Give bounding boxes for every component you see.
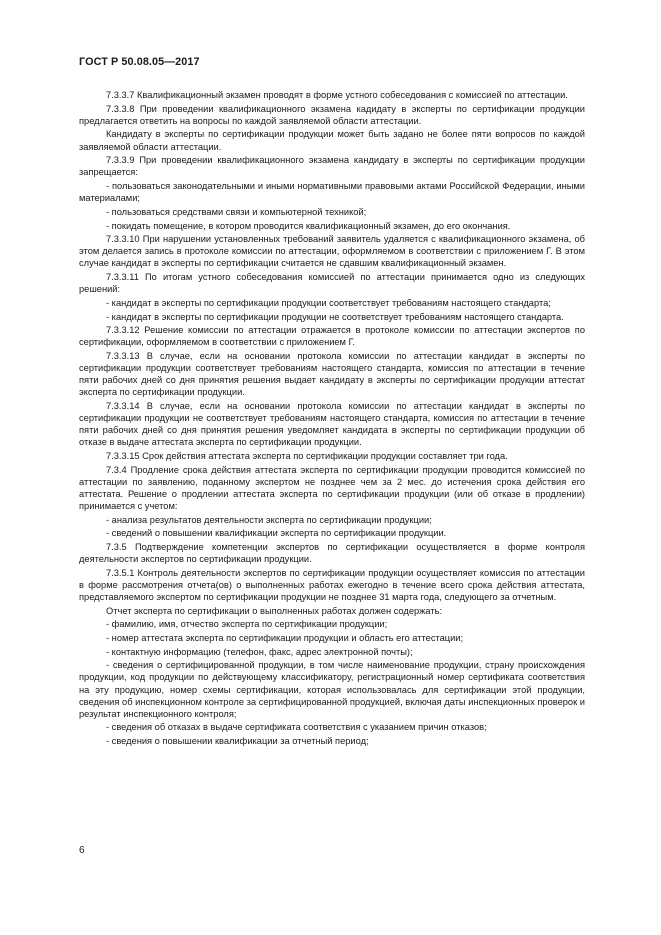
document-body [79,89,585,749]
paragraph: - сведения об отказах в выдаче сертификата соответствия с указанием причин отказов; [106,722,487,733]
paragraph: - сведений о повышении квалификации эксперта по сертификации продукции. [106,528,447,539]
paragraph: - пользоваться законодательными и иными нормативными правовыми актами Российской Федерации, иными материалами; [79,181,585,204]
paragraph: - контактную информацию (телефон, факс, адрес электронной почты); [106,646,413,657]
paragraph: - кандидат в эксперты по сертификации продукции соответствует требованиям настоящего стандарта; [106,297,551,308]
paragraph: 7.3.3.11 По итогам устного собеседования комиссией по аттестации принимается одно из следующих решений: [79,272,585,295]
paragraph: - фамилию, имя, отчество эксперта по сертификации продукции; [106,619,388,630]
page-number: 6 [79,845,85,856]
paragraph: 7.3.5.1 Контроль деятельности экспертов по сертификации продукции осуществляет комиссия по аттестации в форме рассмотрения отчета(ов) о выполненных работах ежегодно в течение всего срока действия аттестата, представляемого экспертом по сертификации продукции не позднее 31 марта года, следующего за отчетным. [79,567,585,602]
paragraph: Отчет эксперта по сертификации о выполненных работах должен содержать: [106,605,443,616]
paragraph: 7.3.3.14 В случае, если на основании протокола комиссии по аттестации кандидат в эксперты по сертификации продукции не соответствует требованиям настоящего стандарта, комиссия по аттестации в течение пяти рабочих дней со дня принятия решения уведомляет кандидата в эксперты по сертификации продукции об отказе в выдаче аттестата эксперта по сертификации продукции. [79,400,585,448]
paragraph: - пользоваться средствами связи и компьютерной техникой; [106,206,367,217]
paragraph: - сведения о повышении квалификации за отчетный период; [106,736,369,747]
paragraph: - номер аттестата эксперта по сертификации продукции и область его аттестации; [106,633,464,643]
paragraph: 7.3.3.15 Срок действия аттестата эксперта по сертификации продукции составляет три года. [106,450,508,461]
paragraph: 7.3.5 Подтверждение компетенции экспертов по сертификации осуществляется в форме контроля деятельности экспертов по сертификации продукции. [79,541,585,565]
paragraph: Кандидату в эксперты по сертификации продукции может быть задано не более пяти вопросов по каждой заявляемой области аттестации. [79,129,585,152]
paragraph: - кандидат в эксперты по сертификации продукции не соответствует требованиям настоящего стандарта. [106,311,564,322]
paragraph: 7.3.4 Продление срока действия аттестата эксперта по сертификации продукции проводится комиссией по аттестации по заявлению, поданному экспертом не позднее чем за 2 мес. до истечения срока действия его аттестата. Решение о продлении аттестата эксперта по сертификации продукции (или об отказе в продлении) принимается с учетом: [79,464,585,511]
paragraph: - анализа результатов деятельности эксперта по сертификации продукции; [106,514,432,525]
paragraph: 7.3.3.10 При нарушении установленных требований заявитель удаляется с квалификационного экзамена, об этом делается запись в протоколе комиссии по аттестации, оформляемом в соответствии с приложением Г. В этом случае кандидат в эксперты по сертификации считается не сдавшим квалификационный экзамен. [79,234,585,269]
paragraph: 7.3.3.12 Решение комиссии по аттестации отражается в протоколе комиссии по аттестации экспертов по сертификации, оформляемом в соответствии с приложением Г. [79,325,585,348]
paragraph: - покидать помещение, в котором проводится квалификационный экзамен, до его окончания. [106,220,511,231]
paragraph: - сведения о сертифицированной продукции, в том числе наименование продукции, страну происхождения продукции, код продукции по действующему классификатору, регистрационный номер сертификата соответствия на эту продукцию, номер схемы сертификации, которая использовалась для сертификации этой продукции, сведения об инспекционном контроле за сертифицированной продукцией, включая даты инспекционных проверок и результат инспекционного контроля; [79,660,585,719]
paragraph: 7.3.3.8 При проведении квалификационного экзамена кадидату в эксперты по сертификации продукции предлагается ответить на вопросы по каждой заявляемой области аттестации. [79,103,585,126]
paragraph: 7.3.3.7 Квалификационный экзамен проводят в форме устного собеседования с комиссией по аттестации. [106,90,568,100]
standard-header: ГОСТ Р 50.08.05—2017 [79,56,200,68]
paragraph: 7.3.3.13 В случае, если на основании протокола комиссии по аттестации кандидат в эксперты по сертификации продукции соответствует требованиям настоящего стандарта, комиссия по аттестации в течение пяти рабочих дней со дня принятия решения выдает кандидату в эксперты по сертификации продукции аттестат эксперта по сертификации продукции. [79,351,585,398]
paragraph: 7.3.3.9 При проведении квалификационного экзамена кандидату в эксперты по сертификации продукции запрещается: [79,155,585,178]
